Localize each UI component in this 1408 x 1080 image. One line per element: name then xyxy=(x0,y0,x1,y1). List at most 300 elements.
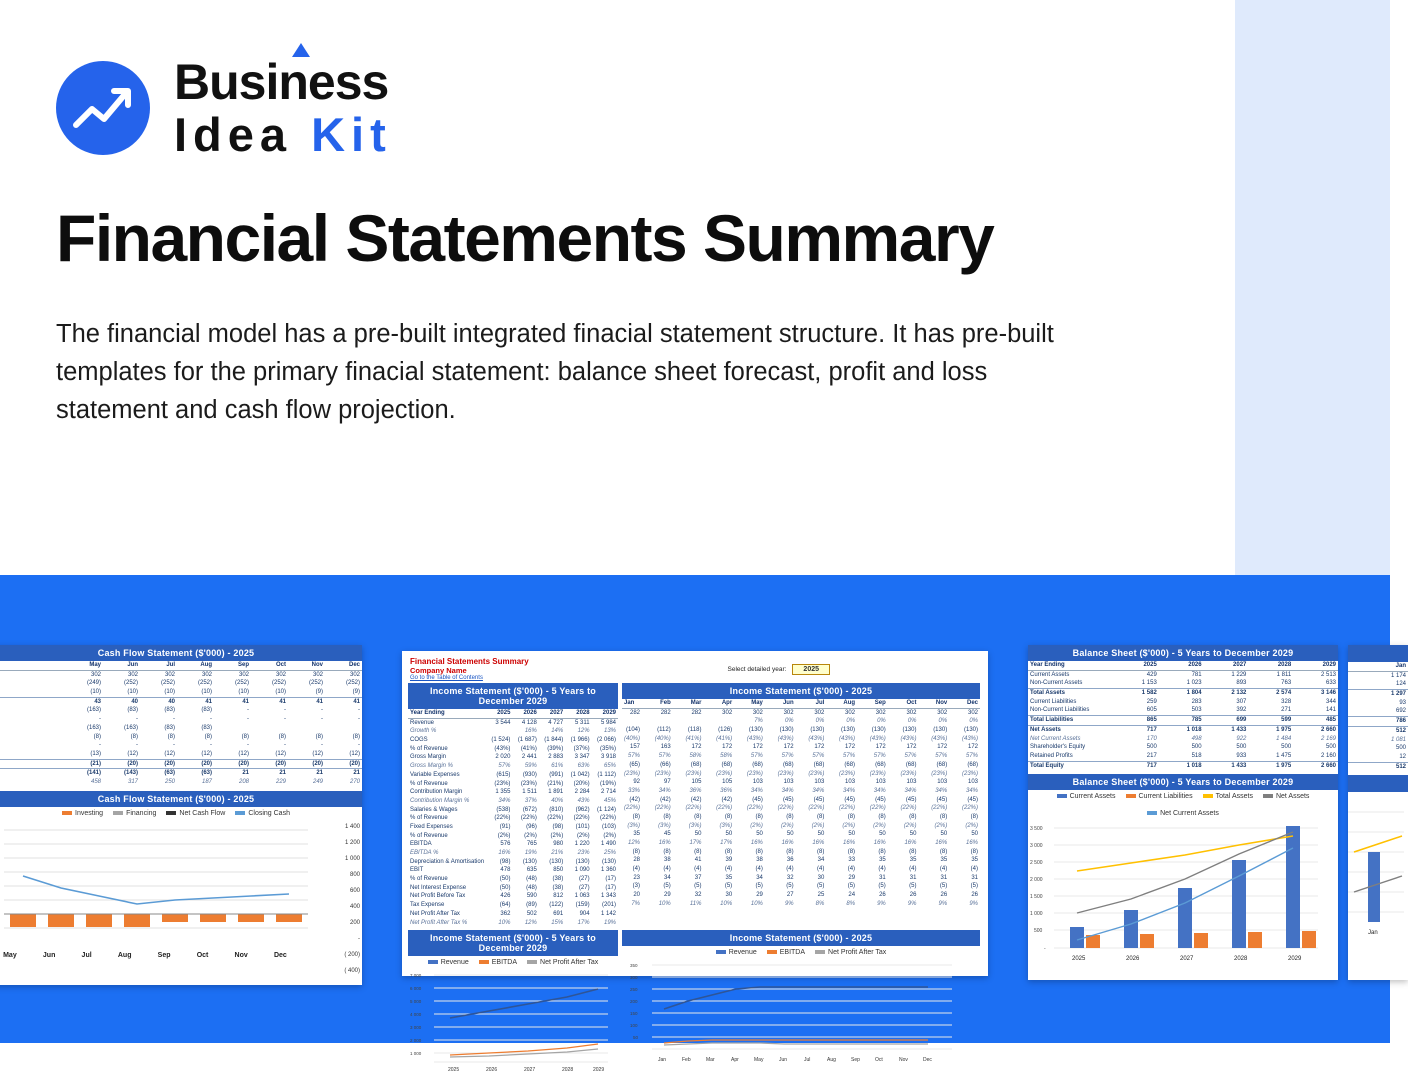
cell: 38 xyxy=(664,857,671,864)
cell: 157 xyxy=(630,744,641,751)
svg-text:250: 250 xyxy=(630,987,638,993)
cell: 302 xyxy=(783,709,794,716)
cell: (45) xyxy=(752,796,763,803)
cell: (1 124) xyxy=(596,806,616,813)
cell: (4) xyxy=(970,866,978,873)
cell: 58% xyxy=(689,753,702,760)
cell: (1 524) xyxy=(491,737,511,744)
cell: 500 xyxy=(1236,744,1247,751)
cell: 302 xyxy=(814,709,825,716)
cell: (4) xyxy=(847,866,856,873)
legend-closingcash: Closing Cash xyxy=(235,810,290,817)
cell: (130) xyxy=(748,727,763,734)
cell: 34% xyxy=(498,797,511,804)
cell: 9% xyxy=(907,900,917,907)
cell: (17) xyxy=(605,884,616,891)
cell: 850 xyxy=(553,867,564,874)
table-row xyxy=(408,718,618,727)
cell: 250 xyxy=(164,778,175,785)
cell: 4 727 xyxy=(548,719,564,726)
cell: 124 xyxy=(1395,681,1406,688)
cell: 103 xyxy=(783,779,794,786)
svg-text:2 500: 2 500 xyxy=(1030,860,1043,867)
cell: (8) xyxy=(786,848,794,855)
cell: (163) xyxy=(123,724,138,731)
cell: - xyxy=(136,716,138,723)
far-chart-title-bar xyxy=(1348,775,1408,792)
cell: 32 xyxy=(786,874,794,881)
cell: (23%) xyxy=(624,770,641,777)
svg-text:3 000: 3 000 xyxy=(1030,843,1043,850)
cell: 271 xyxy=(1281,707,1292,714)
cell: 500 xyxy=(1325,744,1336,751)
brand-line1 xyxy=(174,54,389,110)
cell: (3%) xyxy=(688,822,702,829)
page-description: The financial model has a pre-built integrated finacial statement structure. It has pre-built templates for the primary finacial statement: balance sheet forecast, profit and loss statement and cash flow projection. xyxy=(56,320,1054,424)
cell: (23%) xyxy=(839,770,856,777)
cell: (130) xyxy=(601,858,616,865)
cell: (12) xyxy=(312,750,323,757)
cell: 1 063 xyxy=(574,893,590,900)
cell: (3) xyxy=(632,883,641,890)
cell: (252) xyxy=(123,680,138,687)
cell: 2 132 xyxy=(1204,689,1249,698)
cell: 302 xyxy=(90,671,101,678)
year-select-input[interactable]: 2025 xyxy=(792,664,830,675)
cell: 35 xyxy=(971,857,978,864)
cell: 31 xyxy=(909,874,917,881)
table-row xyxy=(408,736,618,745)
cell: 34 xyxy=(664,874,671,881)
cell: (68) xyxy=(905,761,917,768)
cell: 0% xyxy=(938,718,948,725)
row-label: % of Revenue xyxy=(410,815,448,822)
cell: 36 xyxy=(786,857,794,864)
cell: 2 883 xyxy=(548,754,564,761)
table-row xyxy=(408,727,618,736)
cell: 57% xyxy=(873,753,886,760)
cell: (201) xyxy=(601,902,616,909)
cell: (10) xyxy=(275,689,286,696)
cell: 187 xyxy=(201,778,212,785)
cell: 17% xyxy=(689,840,702,846)
cell: (5) xyxy=(847,883,856,890)
cell: 41 xyxy=(288,697,325,706)
cell: 1 153 xyxy=(1141,680,1157,687)
cell: (20) xyxy=(325,759,362,769)
table-header-row xyxy=(1028,661,1338,670)
cell: 392 xyxy=(1236,707,1247,714)
logo-mark-icon xyxy=(56,61,150,155)
cell: (43%) xyxy=(931,735,948,742)
cell: (38) xyxy=(552,884,564,891)
col-label xyxy=(0,661,66,670)
cell xyxy=(214,724,251,733)
cell: 7% xyxy=(631,900,641,907)
cell: (8) xyxy=(786,813,794,820)
cell: (38) xyxy=(552,876,564,883)
cell: 34% xyxy=(812,787,825,794)
brand-line1-text: Business xyxy=(174,54,389,110)
row-label: COGS xyxy=(410,737,428,744)
cell: 9% xyxy=(877,900,886,907)
cell: 16% xyxy=(498,850,511,856)
cell: 10% xyxy=(750,900,763,907)
cell: 1 355 xyxy=(495,789,511,796)
legend-investing: Investing xyxy=(62,810,103,817)
cell: 34% xyxy=(843,787,856,794)
table-row xyxy=(622,900,980,909)
svg-text:2025: 2025 xyxy=(448,1067,460,1074)
cell xyxy=(0,769,66,778)
column-header: 2026 xyxy=(512,709,538,718)
cell: 344 xyxy=(1325,698,1336,705)
table-row xyxy=(1028,735,1338,744)
column-header: Jul xyxy=(796,699,827,708)
cell: - xyxy=(358,716,360,723)
table-row xyxy=(622,778,980,787)
cell: 10% xyxy=(658,900,671,907)
cashflow-table xyxy=(0,661,362,787)
screenshot-balance-monthly[interactable] xyxy=(1348,645,1408,980)
cell: (1 966) xyxy=(570,737,590,744)
svg-text:5 000: 5 000 xyxy=(410,999,422,1005)
decorative-right-panel xyxy=(1235,0,1390,575)
cell: 9% xyxy=(969,900,978,907)
row-label: Total Liabilities xyxy=(1028,716,1114,726)
row-label: Non-Current Liabilities xyxy=(1030,707,1090,714)
row-label: Net Profit After Tax xyxy=(410,910,460,917)
cell: 103 xyxy=(937,779,948,786)
cell: 0% xyxy=(907,718,917,725)
cell: (42) xyxy=(721,796,733,803)
column-header: Year Ending xyxy=(1028,661,1114,670)
cell: 2 660 xyxy=(1293,761,1338,770)
mid-company-name: Company Name xyxy=(410,666,467,675)
table-row xyxy=(0,741,362,750)
table-row xyxy=(622,848,980,857)
table-row xyxy=(1348,690,1408,699)
screenshot-income-statement[interactable] xyxy=(402,651,988,1074)
cell: 502 xyxy=(526,910,537,917)
cell: (2%) xyxy=(603,832,616,839)
cell: (8) xyxy=(878,848,886,855)
cell xyxy=(673,717,704,726)
income-5yr-body xyxy=(408,718,618,927)
cell: 1 975 xyxy=(1248,725,1293,734)
cell: 172 xyxy=(967,744,978,751)
cell: (5) xyxy=(755,883,763,890)
cell: (8) xyxy=(970,813,978,820)
cell: 1 804 xyxy=(1159,689,1204,698)
cell: (5) xyxy=(909,883,917,890)
cell: 282 xyxy=(691,709,702,716)
cell: (12) xyxy=(275,750,286,757)
cell: (2%) xyxy=(842,822,856,829)
table-row xyxy=(408,753,618,762)
cell: (20) xyxy=(288,759,325,769)
cell: 19% xyxy=(603,919,616,926)
cell: (22%) xyxy=(808,805,825,812)
cell: 57% xyxy=(750,753,763,760)
toc-link[interactable]: Go to the Table of Contents xyxy=(410,675,483,681)
cell: 26 xyxy=(940,892,948,899)
cell: 61% xyxy=(551,763,564,770)
column-header: 2025 xyxy=(486,709,512,718)
cell: 21 xyxy=(251,769,288,778)
cell: - xyxy=(136,742,138,749)
cell: (130) xyxy=(963,727,978,734)
cell: 50 xyxy=(940,831,948,838)
cell xyxy=(486,727,512,736)
cell: (1 112) xyxy=(597,771,616,778)
cell: (23%) xyxy=(808,770,825,777)
balance-chart-legend: Current Assets Current Liabilities Total Assets Net Assets Net Current Assets xyxy=(1028,790,1338,818)
cell: - xyxy=(210,716,212,723)
cell: 21 xyxy=(214,769,251,778)
cell: (96) xyxy=(526,823,537,830)
cell: 105 xyxy=(691,779,702,786)
cell: 691 xyxy=(553,910,564,917)
table-row xyxy=(622,874,980,883)
cell: (43%) xyxy=(900,735,917,742)
column-header: Year Ending xyxy=(408,709,486,718)
svg-text:Aug: Aug xyxy=(827,1057,836,1064)
cell xyxy=(325,724,362,733)
cell: (991) xyxy=(549,771,564,778)
cell: 1 142 xyxy=(600,910,616,917)
cell: 1 511 xyxy=(522,789,537,796)
cell: 21 xyxy=(325,769,362,778)
cell: - xyxy=(284,716,286,723)
svg-text:150: 150 xyxy=(630,1011,638,1017)
cell: (5) xyxy=(939,883,948,890)
income-monthly-table xyxy=(622,699,980,909)
cell xyxy=(0,741,66,750)
svg-text:3 000: 3 000 xyxy=(410,1025,422,1031)
cell: 36% xyxy=(689,787,702,794)
cell: - xyxy=(210,742,212,749)
cell: (43%) xyxy=(961,735,978,742)
cell: 9% xyxy=(784,900,794,907)
svg-text:Sep: Sep xyxy=(851,1057,860,1064)
cell: (22%) xyxy=(494,815,511,822)
cell: (83) xyxy=(164,724,175,731)
cell: (8) xyxy=(847,813,856,820)
cell: (23%) xyxy=(654,770,671,777)
cell: 1 582 xyxy=(1114,689,1159,698)
cell: 141 xyxy=(1325,707,1336,714)
table-row xyxy=(408,892,618,901)
table-row xyxy=(1348,717,1408,727)
table-row xyxy=(622,752,980,761)
cell: (130) xyxy=(522,858,537,865)
cell: (22%) xyxy=(931,805,948,812)
table-row xyxy=(0,724,362,733)
cell: 12% xyxy=(524,919,537,926)
cell: 29 xyxy=(756,892,763,899)
cell: 16% xyxy=(904,840,917,846)
svg-text:Oct: Oct xyxy=(875,1057,883,1064)
column-header: Jun xyxy=(765,699,796,708)
table-row xyxy=(622,822,980,831)
cell: 16% xyxy=(843,840,856,846)
cell: 16% xyxy=(935,840,948,846)
screenshot-balance-sheet[interactable] xyxy=(1028,645,1338,980)
row-label: Contribution Margin xyxy=(410,789,463,796)
cell xyxy=(0,679,66,688)
cell: (22%) xyxy=(746,805,763,812)
column-header: 2028 xyxy=(1248,661,1293,670)
cell: - xyxy=(99,716,101,723)
cell: 229 xyxy=(275,778,286,785)
cell: (10) xyxy=(164,689,175,696)
cell: (22%) xyxy=(599,815,616,822)
cell: (8) xyxy=(694,813,702,820)
cell: 41 xyxy=(214,697,251,706)
svg-text:-: - xyxy=(1044,946,1046,953)
col-dec: Dec xyxy=(325,661,362,670)
cell: (48) xyxy=(526,884,537,891)
cell: (45) xyxy=(844,796,856,803)
cell: (615) xyxy=(496,771,511,778)
cell: (252) xyxy=(160,680,175,687)
cell: 103 xyxy=(967,779,978,786)
screenshot-cashflow[interactable] xyxy=(0,645,362,985)
cell xyxy=(0,759,66,769)
svg-text:2029: 2029 xyxy=(1288,956,1302,963)
cell xyxy=(0,670,66,679)
cell: 1 343 xyxy=(600,893,616,900)
cell: (8) xyxy=(724,813,733,820)
cell: 57% xyxy=(812,753,825,760)
cell: (27) xyxy=(578,876,590,883)
cell: (3%) xyxy=(719,822,733,829)
cell: (130) xyxy=(575,858,590,865)
cell: - xyxy=(247,742,249,749)
cell: (930) xyxy=(522,771,537,778)
svg-text:4 000: 4 000 xyxy=(410,1012,422,1018)
cell: 172 xyxy=(845,744,856,751)
table-row xyxy=(1028,679,1338,688)
table-row xyxy=(408,814,618,823)
brand-idea-text: Idea xyxy=(174,108,293,161)
cell: 302 xyxy=(312,671,323,678)
cell: - xyxy=(284,742,286,749)
cell: (159) xyxy=(575,902,590,909)
mid-doc-heading xyxy=(410,657,529,681)
legend-netcashflow: Net Cash Flow xyxy=(166,810,225,817)
table-row xyxy=(1028,752,1338,761)
row-label: EBIT xyxy=(410,867,424,874)
row-label: Gross Margin xyxy=(410,754,447,761)
income-monthly-chart-title: Income Statement ($'000) - 2025 xyxy=(622,930,980,946)
cell: (5) xyxy=(724,883,733,890)
cell: 16% xyxy=(524,728,537,735)
cell: 498 xyxy=(1191,735,1202,742)
cell: (63) xyxy=(140,769,177,778)
table-row xyxy=(622,735,980,744)
cell: 1 811 xyxy=(1276,671,1292,678)
table-row xyxy=(1028,725,1338,734)
cell: (37%) xyxy=(573,745,590,752)
cell: 302 xyxy=(127,671,138,678)
cell: 31 xyxy=(879,874,886,881)
cell: (3%) xyxy=(658,822,671,829)
cell: 2 660 xyxy=(1293,725,1338,734)
cell: 57% xyxy=(658,753,671,760)
cell: - xyxy=(173,742,175,749)
cell: 2 513 xyxy=(1320,671,1336,678)
cell: 10% xyxy=(720,900,733,907)
cell: 500 xyxy=(1146,744,1157,751)
cell: (20) xyxy=(140,759,177,769)
cell: (98) xyxy=(552,823,564,830)
cell: - xyxy=(247,716,249,723)
cell: 163 xyxy=(660,744,671,751)
cell: (8) xyxy=(816,848,825,855)
cell: 1 490 xyxy=(600,841,616,848)
cell: (249) xyxy=(86,680,101,687)
cell: 25% xyxy=(603,850,616,856)
cell: (8) xyxy=(694,848,702,855)
row-label: EBITDA xyxy=(410,841,432,848)
cell: - xyxy=(321,716,323,723)
cell: 8% xyxy=(846,900,856,907)
cell: (141) xyxy=(66,769,103,778)
cell: (68) xyxy=(936,761,948,768)
svg-text:6 000: 6 000 xyxy=(410,986,422,992)
cashflow-chart-title: Cash Flow Statement ($'000) - 2025 xyxy=(0,791,362,807)
cell xyxy=(251,724,288,733)
col-nov: Nov xyxy=(288,661,325,670)
column-header: Oct xyxy=(888,699,919,708)
cell: 362 xyxy=(500,910,511,917)
cell: (130) xyxy=(871,727,886,734)
cell: (21%) xyxy=(547,780,564,787)
cell: 37 xyxy=(694,874,702,881)
cell: 980 xyxy=(553,841,564,848)
cell: (43%) xyxy=(777,735,794,742)
cell: 32 xyxy=(694,892,702,899)
cell: (22%) xyxy=(624,805,641,812)
cell: (8) xyxy=(632,813,641,820)
table-row xyxy=(1028,689,1338,698)
table-row xyxy=(408,910,618,919)
table-row xyxy=(1348,707,1408,716)
cell: 170 xyxy=(1146,735,1157,742)
cell: 97 xyxy=(664,779,671,786)
cell: 13% xyxy=(603,728,616,735)
cell: 208 xyxy=(238,778,249,785)
cell: 249 xyxy=(312,778,323,785)
cell: 10% xyxy=(498,919,511,926)
cell: (2%) xyxy=(524,832,537,839)
cell: 41 xyxy=(325,697,362,706)
cell: 172 xyxy=(906,744,917,751)
cell: 34 xyxy=(756,874,763,881)
cell: 57% xyxy=(904,753,917,760)
cell: (8) xyxy=(315,733,323,740)
cell: 57% xyxy=(781,753,794,760)
far-col-jan: Jan xyxy=(1348,662,1408,671)
cell: - xyxy=(321,742,323,749)
svg-text:2026: 2026 xyxy=(1126,956,1140,963)
cell: (68) xyxy=(844,761,856,768)
table-row xyxy=(0,706,362,715)
svg-text:2027: 2027 xyxy=(524,1067,536,1074)
income-5yr-chart-title: Income Statement ($'000) - 5 Years to December 2029 xyxy=(408,930,618,956)
